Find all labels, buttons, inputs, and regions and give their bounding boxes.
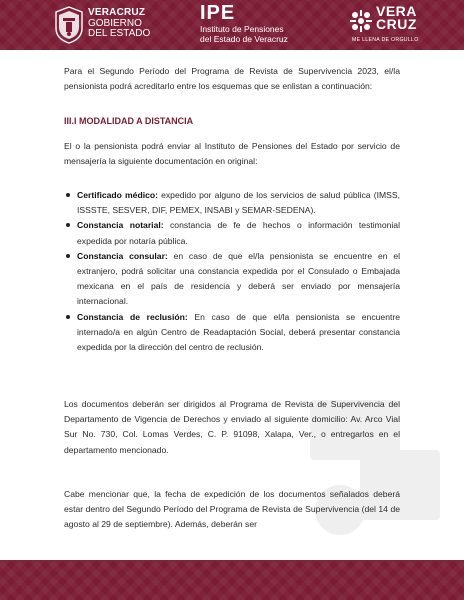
ipe-logo bbox=[200, 2, 288, 44]
item-text: en caso de que el/la pensionista se encuentre en el extranjero, podrá solicitar una constancia expedida por el Consulado o Embajada mexicana en el país de residencia y deberá ser enviado por mensajería internacional. bbox=[77, 250, 401, 307]
requirements-list bbox=[64, 188, 400, 355]
item-term: Constancia consular: bbox=[77, 250, 168, 261]
list-item bbox=[64, 249, 400, 310]
ipe-acronym: IPE bbox=[200, 2, 236, 24]
item-text: En caso de que el/la pensionista se encuentre internado/a en algún Centro de Readaptación Social, deberá presentar constancia expedida por la dirección del centro de reclusión. bbox=[77, 311, 400, 353]
intro-paragraph: Para el Segundo Período del Programa de Revista de Supervivencia 2023, el/la pensionista podrá acreditarlo entre los esquemas que se enlistan a continuación: bbox=[64, 66, 400, 92]
veracruz-brand-logo bbox=[376, 5, 417, 31]
bullet-icon bbox=[66, 193, 70, 197]
bullet-icon bbox=[66, 254, 70, 258]
gov-line-1: VERACRUZ bbox=[88, 7, 146, 18]
state-government-logo bbox=[88, 8, 150, 40]
paragraph-2: El o la pensionista podrá enviar al Instituto de Pensiones del Estado por servicio de mensajería la siguiente documentación en original: bbox=[64, 141, 400, 167]
list-item bbox=[64, 188, 400, 218]
page-header bbox=[0, 0, 464, 50]
brand-slogan: ME LLENA DE ORGULLO bbox=[352, 37, 419, 43]
list-item bbox=[64, 310, 400, 356]
page-footer bbox=[0, 560, 464, 600]
item-term: Certificado médico: bbox=[77, 190, 158, 200]
state-seal-icon bbox=[54, 6, 84, 44]
item-term: Constancia notarial: bbox=[77, 220, 164, 231]
brand-top: VERA bbox=[376, 3, 417, 19]
ipe-name-line-1: Instituto de Pensiones bbox=[200, 24, 284, 34]
bullet-icon bbox=[66, 315, 70, 319]
item-text: constancia de fe de hechos o información testimonial expedida por notaría pública. bbox=[77, 220, 400, 246]
veracruz-brand-icon bbox=[349, 9, 373, 33]
gov-line-3: DEL ESTADO bbox=[88, 28, 151, 39]
paragraph-3: Los documentos deberán ser dirigidos al Programa de Revista de Supervivencia del Departamento de Vigencia de Derechos y enviado al siguiente domicilio: Av. Arco Vial Sur No. 730, Col. Lomas Verdes, C. P. 91098, Xalapa, Ver., o entregarlos en el departamento mencionado. bbox=[64, 399, 400, 455]
brand-bottom: CRUZ bbox=[376, 16, 417, 32]
paragraph-4: Cabe mencionar que, la fecha de expedición de los documentos señalados deberá estar dentro del Segundo Período del Programa de Revista de Supervivencia (del 14 de agosto al 29 de septiembre). Además, deberán ser bbox=[64, 489, 400, 530]
ipe-name-line-2: del Estado de Veracruz bbox=[200, 34, 288, 44]
section-heading: III.I MODALIDAD A DISTANCIA bbox=[64, 116, 194, 126]
item-term: Constancia de reclusión: bbox=[77, 311, 188, 322]
gov-line-2: GOBIERNO bbox=[88, 17, 142, 29]
bullet-icon bbox=[66, 223, 70, 227]
list-item bbox=[64, 218, 400, 248]
item-text: expedido por alguno de los servicios de salud pública (IMSS, ISSSTE, SESVER, DIF, PEMEX, INSABI y SEMAR-SEDENA). bbox=[77, 190, 400, 216]
